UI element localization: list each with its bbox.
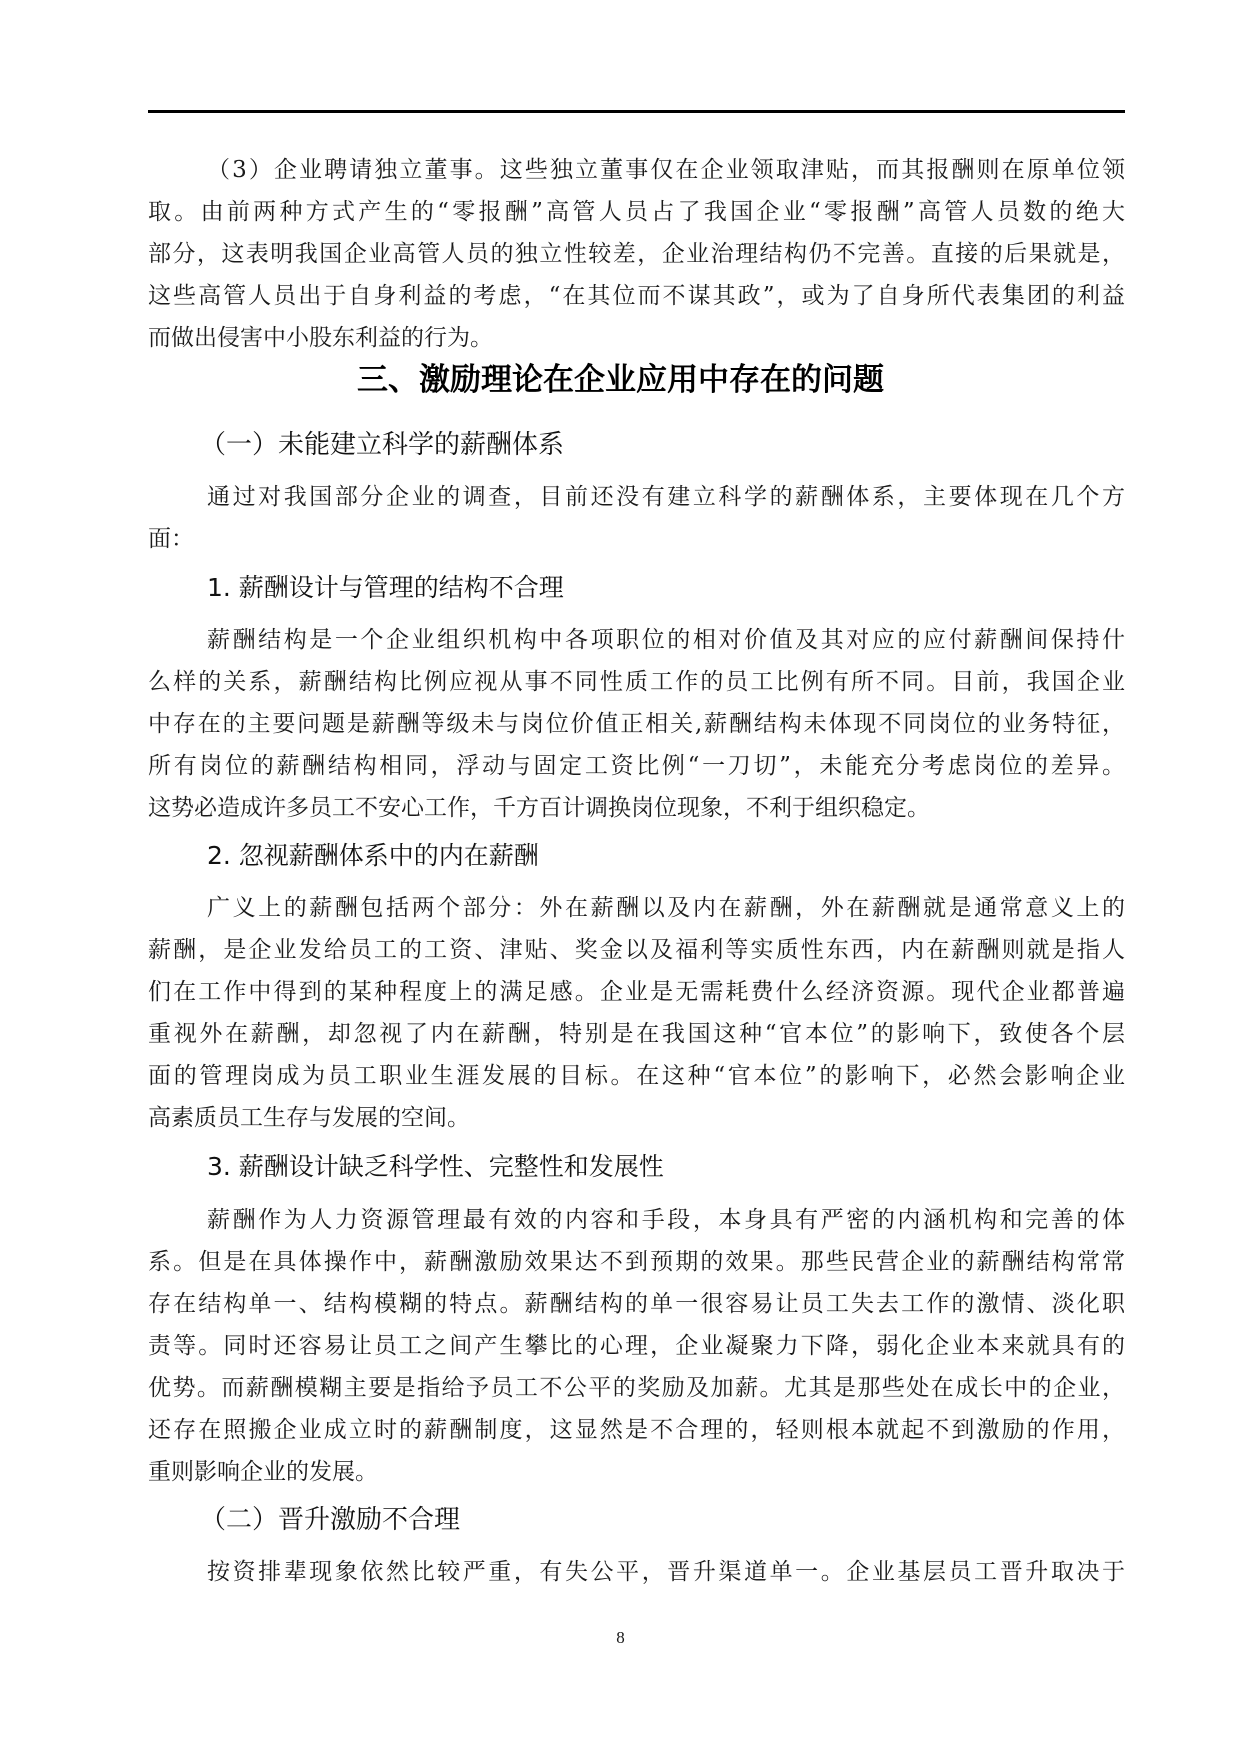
page-number: 8 — [616, 1628, 625, 1647]
paragraph-line: 取。由前两种方式产生的“零报酬”高管人员占了我国企业“零报酬”高管人员数的绝大 — [148, 199, 1125, 225]
header-rule — [148, 110, 1125, 113]
item-title-1: 1. 薪酬设计与管理的结构不合理 — [207, 573, 564, 602]
paragraph-line: 们在工作中得到的某种程度上的满足感。企业是无需耗费什么经济资源。现代企业都普遍 — [148, 979, 1125, 1005]
paragraph-line: 薪酬，是企业发给员工的工资、津贴、奖金以及福利等实质性东西，内在薪酬则就是指人 — [148, 937, 1125, 963]
paragraph-line: 广义上的薪酬包括两个部分：外在薪酬以及内在薪酬，外在薪酬就是通常意义上的 — [207, 895, 1125, 921]
paragraph-line: 部分，这表明我国企业高管人员的独立性较差，企业治理结构仍不完善。直接的后果就是， — [148, 241, 1125, 267]
subsection-title-2: （二）晋升激励不合理 — [200, 1505, 461, 1535]
paragraph-line: 高素质员工生存与发展的空间。 — [148, 1105, 470, 1131]
paragraph-line: 而做出侵害中小股东利益的行为。 — [148, 325, 493, 351]
paragraph-line: 面的管理岗成为员工职业生涯发展的目标。在这种“官本位”的影响下，必然会影响企业 — [148, 1063, 1125, 1089]
subsection-title-1: （一）未能建立科学的薪酬体系 — [200, 430, 565, 460]
paragraph-line: 中存在的主要问题是薪酬等级未与岗位价值正相关,薪酬结构未体现不同岗位的业务特征， — [148, 711, 1125, 737]
section-title: 三、激励理论在企业应用中存在的问题 — [357, 362, 884, 398]
item-title-2: 2. 忽视薪酬体系中的内在薪酬 — [207, 841, 539, 870]
paragraph-line: 优势。而薪酬模糊主要是指给予员工不公平的奖励及加薪。尤其是那些处在成长中的企业， — [148, 1375, 1125, 1401]
paragraph-line: 薪酬作为人力资源管理最有效的内容和手段，本身具有严密的内涵机构和完善的体 — [207, 1207, 1125, 1233]
paragraph-line: 通过对我国部分企业的调查，目前还没有建立科学的薪酬体系，主要体现在几个方 — [207, 484, 1125, 510]
paragraph-line: 按资排辈现象依然比较严重，有失公平，晋升渠道单一。企业基层员工晋升取决于 — [207, 1559, 1125, 1585]
paragraph-line: （3）企业聘请独立董事。这些独立董事仅在企业领取津贴，而其报酬则在原单位领 — [207, 157, 1125, 183]
paragraph-line: 这势必造成许多员工不安心工作，千方百计调换岗位现象，不利于组织稳定。 — [148, 795, 930, 821]
paragraph-line: 系。但是在具体操作中，薪酬激励效果达不到预期的效果。那些民营企业的薪酬结构常常 — [148, 1249, 1125, 1275]
paragraph-line: 面： — [148, 526, 194, 552]
paragraph-line: 还存在照搬企业成立时的薪酬制度，这显然是不合理的，轻则根本就起不到激励的作用， — [148, 1417, 1125, 1443]
paragraph-line: 重视外在薪酬，却忽视了内在薪酬，特别是在我国这种“官本位”的影响下，致使各个层 — [148, 1021, 1125, 1047]
paragraph-line: 所有岗位的薪酬结构相同，浮动与固定工资比例“一刀切”，未能充分考虑岗位的差异。 — [148, 753, 1125, 779]
paragraph-line: 存在结构单一、结构模糊的特点。薪酬结构的单一很容易让员工失去工作的激情、淡化职 — [148, 1291, 1125, 1317]
paragraph-line: 这些高管人员出于自身利益的考虑，“在其位而不谋其政”，或为了自身所代表集团的利益 — [148, 283, 1125, 309]
item-title-3: 3. 薪酬设计缺乏科学性、完整性和发展性 — [207, 1152, 664, 1181]
paragraph-line: 么样的关系，薪酬结构比例应视从事不同性质工作的员工比例有所不同。目前，我国企业 — [148, 669, 1125, 695]
paragraph-line: 薪酬结构是一个企业组织机构中各项职位的相对价值及其对应的应付薪酬间保持什 — [207, 627, 1125, 653]
paragraph-line: 重则影响企业的发展。 — [148, 1459, 378, 1485]
paragraph-line: 责等。同时还容易让员工之间产生攀比的心理，企业凝聚力下降，弱化企业本来就具有的 — [148, 1333, 1125, 1359]
